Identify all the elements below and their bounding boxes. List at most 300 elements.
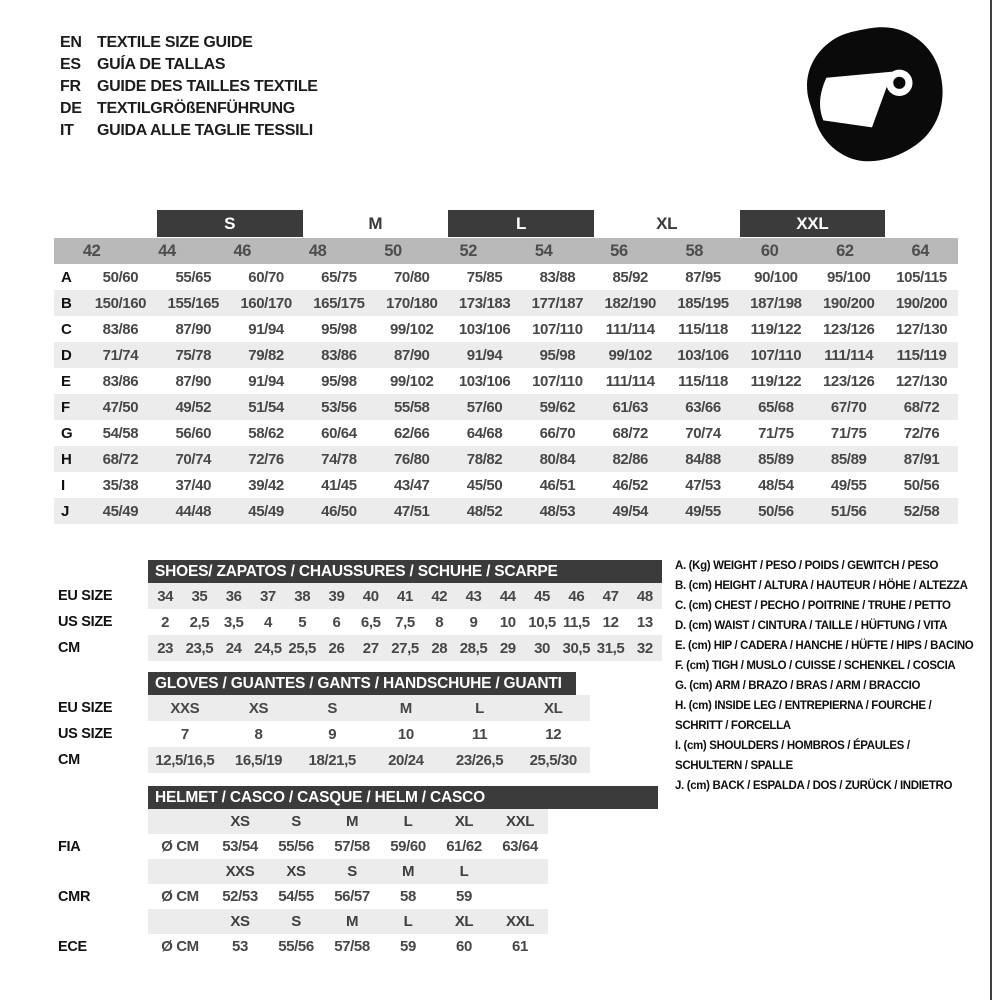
shoes-row: [30, 583, 662, 609]
row-label: E: [61, 372, 72, 390]
size-cell: 42: [431, 587, 448, 605]
size-cell: 24,5: [254, 639, 282, 657]
size-cell: 59: [400, 938, 416, 955]
size-cell: 59/62: [539, 398, 576, 416]
size-cell: 55/58: [393, 398, 430, 416]
size-cell: 65/75: [321, 268, 357, 286]
size-cell: 105/115: [896, 268, 947, 286]
size-cell: 91/94: [248, 372, 284, 390]
size-cell: 72/76: [903, 424, 940, 442]
size-group-xl: XL: [656, 213, 678, 233]
helmet-size-header-row: [30, 809, 658, 834]
size-group-header-row: [54, 210, 958, 237]
size-cell: 182/190: [604, 294, 656, 312]
legend-item: A. (Kg) WEIGHT / PESO / POIDS / GEWITCH / PESO: [675, 560, 939, 572]
size-cell: 8: [254, 725, 263, 743]
size-column-header: 46: [233, 241, 252, 260]
size-cell: 91/94: [466, 346, 503, 364]
size-cell: 103/106: [458, 320, 511, 338]
size-cell: 57/58: [334, 838, 370, 855]
size-number-band: [54, 238, 958, 264]
size-cell: 20/24: [388, 751, 424, 769]
size-group-l: L: [448, 210, 594, 237]
size-cell: 115/118: [678, 320, 728, 338]
language-code: EN: [60, 34, 82, 51]
size-cell: 187/198: [750, 294, 802, 312]
size-cell: 83/86: [321, 346, 357, 364]
size-cell: 68/72: [612, 424, 648, 442]
size-cell: 11,5: [562, 613, 590, 631]
helmet-sections: [30, 809, 658, 959]
size-cell: 48: [636, 587, 653, 605]
size-cell: 52/58: [903, 502, 940, 520]
size-cell: 60: [456, 938, 472, 955]
size-cell: 53/56: [321, 398, 357, 416]
size-cell: 170/180: [386, 294, 438, 312]
size-cell: 37: [259, 587, 276, 605]
size-cell: 49/55: [685, 502, 721, 520]
title-language-row: [60, 120, 318, 142]
size-cell: 50/56: [903, 476, 940, 494]
size-cell: 44: [499, 587, 516, 605]
row-label: H: [61, 450, 72, 468]
size-cell: 76/80: [393, 450, 430, 468]
size-cell: 71/75: [830, 424, 867, 442]
shoes-table-title: SHOES/ ZAPATOS / CHAUSSURES / SCHUHE / SCARPE: [148, 560, 662, 583]
guide-title: TEXTILE SIZE GUIDE: [97, 34, 253, 51]
size-cell: 71/75: [758, 424, 794, 442]
size-cell: 2,5: [189, 613, 210, 631]
size-cell: 84/88: [685, 450, 721, 468]
size-cell: 61/62: [446, 838, 482, 855]
title-language-row: [60, 54, 318, 76]
size-cell: 190/200: [822, 294, 875, 312]
helmet-cert-row: [30, 884, 658, 909]
size-header: XS: [230, 913, 250, 930]
size-cell: 45/49: [102, 502, 139, 520]
size-cell: 95/98: [321, 320, 357, 338]
row-label: CM: [58, 640, 80, 656]
legend-item: G. (cm) ARM / BRAZO / BRAS / ARM / BRACCIO: [675, 680, 921, 692]
size-column-header: 64: [911, 241, 930, 260]
size-cell: L: [475, 699, 484, 717]
size-cell: 49/54: [612, 502, 648, 520]
size-cell: 123/126: [822, 320, 875, 338]
size-cell: 23: [157, 639, 174, 657]
language-code: ES: [60, 56, 81, 73]
title-language-row: [60, 32, 318, 54]
size-cell: 190/200: [895, 294, 948, 312]
size-header: M: [345, 813, 359, 830]
page-right-border: [990, 0, 992, 1000]
size-cell: 45/49: [248, 502, 284, 520]
size-group-m: M: [368, 213, 383, 233]
shoes-row: [30, 609, 662, 635]
size-header: XS: [230, 813, 250, 830]
size-cell: 34: [157, 587, 174, 605]
helmet-icon: [798, 20, 950, 172]
language-code: FR: [60, 78, 81, 95]
size-cell: 52/53: [222, 888, 258, 905]
row-label: CM: [58, 752, 80, 768]
size-header: [492, 859, 548, 884]
size-group-xxl: XXL: [740, 210, 886, 237]
size-cell: 68/72: [903, 398, 940, 416]
title-language-list: [60, 32, 318, 142]
guide-title: GUÍA DE TALLAS: [97, 56, 226, 73]
shoes-size-table: [30, 560, 662, 661]
size-cell: 90/100: [754, 268, 798, 286]
size-cell: 78/82: [466, 450, 503, 468]
size-cell: 13: [636, 613, 653, 631]
table-row: [54, 420, 958, 446]
size-cell: 47/50: [102, 398, 139, 416]
size-cell: 91/94: [248, 320, 284, 338]
size-header: XL: [454, 913, 474, 930]
size-cell: M: [399, 699, 412, 717]
helmet-table-title: HELMET / CASCO / CASQUE / HELM / CASCO: [148, 786, 658, 809]
size-cell: 83/86: [102, 372, 139, 390]
size-cell: 127/130: [895, 320, 948, 338]
size-column-header: 60: [760, 241, 779, 260]
size-cell: 95/98: [321, 372, 357, 390]
size-cell: 59/60: [390, 838, 426, 855]
size-cell: 95/100: [826, 268, 871, 286]
size-cell: 87/91: [903, 450, 940, 468]
size-header: M: [345, 913, 359, 930]
size-cell: 62/66: [393, 424, 430, 442]
size-cell: 119/122: [750, 320, 802, 338]
table-row: [54, 316, 958, 342]
size-cell: 32: [636, 639, 653, 657]
size-cell: 83/88: [539, 268, 576, 286]
row-label: EU SIZE: [58, 588, 113, 604]
size-cell: 7,5: [395, 613, 415, 631]
size-cell: 57/58: [334, 938, 370, 955]
size-cell: 47/51: [393, 502, 430, 520]
size-cell: 107/110: [532, 320, 583, 338]
diameter-unit: Ø CM: [161, 888, 199, 905]
legend-item: F. (cm) TIGH / MUSLO / CUISSE / SCHENKEL / COSCIA: [675, 660, 956, 672]
size-cell: XS: [248, 699, 269, 717]
size-cell: XL: [544, 699, 563, 717]
row-label: F: [61, 398, 71, 416]
gloves-row: [30, 695, 590, 721]
row-label: J: [61, 502, 70, 520]
legend-item: I. (cm) SHOULDERS / HOMBROS / ÉPAULES / SCHULTERN / SPALLE: [675, 740, 910, 772]
size-cell: 53/54: [222, 838, 258, 855]
size-cell: 50/56: [758, 502, 794, 520]
size-cell: 30,5: [562, 639, 591, 657]
size-column-header: 44: [158, 241, 176, 260]
size-cell: 41: [397, 587, 413, 605]
legend-item: H. (cm) INSIDE LEG / ENTREPIERNA / FOURCHE / SCHRITT / FORCELLA: [675, 700, 932, 732]
size-cell: 49/52: [175, 398, 212, 416]
helmet-size-table: [30, 786, 658, 959]
table-row: [54, 368, 958, 394]
certification-label: CMR: [58, 888, 91, 905]
table-row: [54, 342, 958, 368]
size-cell: 111/114: [605, 372, 655, 390]
size-cell: 67/70: [830, 398, 867, 416]
certification-label: ECE: [58, 938, 87, 955]
size-cell: 4: [263, 613, 272, 631]
size-cell: 38: [294, 587, 311, 605]
size-cell: 54/58: [102, 424, 139, 442]
gloves-table-title: GLOVES / GUANTES / GANTS / HANDSCHUHE / GUANTI: [148, 672, 576, 695]
size-cell: 70/74: [175, 450, 212, 468]
size-cell: 39: [328, 587, 345, 605]
size-cell: 99/102: [389, 372, 434, 390]
size-cell: 26: [328, 639, 345, 657]
size-cell: 155/165: [167, 294, 219, 312]
size-cell: 160/170: [240, 294, 292, 312]
guide-title: TEXTILGRÖßENFÜHRUNG: [97, 100, 295, 117]
size-cell: 12: [545, 725, 562, 743]
size-header: L: [403, 813, 413, 830]
row-label: A: [61, 268, 72, 286]
row-label: G: [61, 424, 73, 442]
size-cell: 63/64: [502, 838, 538, 855]
size-cell: 43/47: [393, 476, 430, 494]
size-cell: 2: [161, 613, 170, 631]
size-cell: 24: [225, 639, 242, 657]
size-cell: 51/56: [830, 502, 867, 520]
size-cell: 70/74: [685, 424, 721, 442]
size-cell: 35: [191, 587, 208, 605]
legend-item: B. (cm) HEIGHT / ALTURA / HAUTEUR / HÖHE / ALTEZZA: [675, 580, 968, 592]
size-cell: 177/187: [531, 294, 584, 312]
size-header: XS: [286, 863, 306, 880]
size-column-header: 50: [384, 241, 402, 260]
size-cell: 115/118: [678, 372, 728, 390]
size-cell: 48/54: [758, 476, 794, 494]
legend-item: D. (cm) WAIST / CINTURA / TAILLE / HÜFTUNG / VITA: [675, 620, 948, 632]
size-cell: 49/55: [830, 476, 867, 494]
row-label: US SIZE: [58, 614, 113, 630]
size-column-header: 48: [308, 241, 327, 260]
size-cell: 47/53: [685, 476, 721, 494]
size-column-header: 42: [82, 241, 101, 260]
legend-item: J. (cm) BACK / ESPALDA / DOS / ZURÜCK / INDIETRO: [675, 780, 953, 792]
size-header: M: [401, 863, 415, 880]
size-cell: 85/92: [612, 268, 648, 286]
size-cell: 55/56: [278, 938, 314, 955]
size-cell: 87/90: [175, 372, 212, 390]
main-size-table: [54, 210, 958, 524]
size-cell: 40: [362, 587, 379, 605]
size-header: S: [347, 863, 357, 880]
size-cell: 107/110: [750, 346, 802, 364]
table-row: [54, 264, 958, 290]
size-cell: 59: [456, 888, 472, 905]
size-cell: 23/26,5: [455, 751, 504, 769]
measurement-rows: [54, 264, 958, 524]
size-header: S: [291, 813, 301, 830]
size-cell: 54/55: [278, 888, 314, 905]
table-row: [54, 472, 958, 498]
size-cell: 72/76: [248, 450, 284, 468]
size-column-header: 56: [610, 241, 628, 260]
size-cell: 66/70: [539, 424, 576, 442]
size-header: XXS: [225, 863, 255, 880]
size-cell: 115/119: [896, 346, 947, 364]
size-cell: 46/52: [612, 476, 648, 494]
size-cell: 85/89: [758, 450, 794, 468]
size-cell: 99/102: [608, 346, 652, 364]
size-cell: 6: [332, 613, 341, 631]
size-cell: 10: [499, 613, 516, 631]
size-cell: [492, 884, 548, 909]
size-column-header: 62: [836, 241, 854, 260]
size-cell: 63/66: [685, 398, 721, 416]
size-cell: 87/95: [685, 268, 721, 286]
size-cell: 103/106: [458, 372, 511, 390]
size-cell: 46/51: [539, 476, 576, 494]
gloves-row: [30, 721, 590, 747]
size-cell: 28,5: [459, 639, 488, 657]
diameter-unit: Ø CM: [161, 838, 199, 855]
size-header: XXL: [506, 813, 534, 830]
size-cell: 61: [512, 938, 528, 955]
size-cell: 55/65: [175, 268, 212, 286]
size-header: XXL: [506, 913, 534, 930]
size-cell: XXS: [170, 699, 200, 717]
size-cell: 127/130: [895, 372, 948, 390]
size-cell: 39/42: [248, 476, 284, 494]
size-cell: S: [327, 699, 337, 717]
gloves-row: [30, 747, 590, 773]
size-column-header: 52: [459, 241, 478, 260]
size-cell: 44/48: [175, 502, 212, 520]
size-cell: 58: [400, 888, 416, 905]
size-cell: 103/106: [677, 346, 729, 364]
size-cell: 57/60: [466, 398, 503, 416]
language-code: IT: [60, 122, 74, 139]
size-cell: 30: [534, 639, 550, 657]
size-header: L: [459, 863, 469, 880]
size-cell: 6,5: [360, 613, 381, 631]
helmet-size-header-row: [30, 859, 658, 884]
size-cell: 46/50: [321, 502, 357, 520]
title-language-row: [60, 98, 318, 120]
size-cell: 119/122: [750, 372, 802, 390]
size-cell: 150/160: [94, 294, 147, 312]
size-cell: 61/63: [612, 398, 648, 416]
size-cell: 95/98: [539, 346, 576, 364]
size-cell: 71/74: [102, 346, 139, 364]
title-language-row: [60, 76, 318, 98]
size-cell: 185/195: [677, 294, 729, 312]
size-cell: 5: [298, 613, 307, 631]
legend-item: E. (cm) HIP / CADERA / HANCHE / HÜFTE / HIPS / BACINO: [675, 640, 974, 652]
size-cell: 79/82: [248, 346, 284, 364]
size-cell: 28: [431, 639, 448, 657]
size-cell: 165/175: [313, 294, 365, 312]
size-cell: 87/90: [393, 346, 430, 364]
size-cell: 3,5: [223, 613, 244, 631]
size-cell: 55/56: [278, 838, 314, 855]
row-label: B: [61, 294, 72, 312]
size-cell: 82/86: [612, 450, 648, 468]
table-row: [54, 394, 958, 420]
size-cell: 107/110: [532, 372, 583, 390]
size-cell: 35/38: [102, 476, 139, 494]
size-cell: 37/40: [175, 476, 212, 494]
table-row: [54, 446, 958, 472]
size-cell: 12,5/16,5: [155, 751, 215, 769]
size-cell: 23,5: [185, 639, 214, 657]
size-cell: 56/57: [334, 888, 370, 905]
size-cell: 64/68: [466, 424, 503, 442]
row-label: C: [61, 320, 72, 338]
helmet-size-header-row: [30, 909, 658, 934]
row-label: D: [61, 346, 72, 364]
size-cell: 53: [232, 938, 248, 955]
row-label: US SIZE: [58, 726, 113, 742]
size-cell: 25,5: [288, 639, 316, 657]
size-cell: 41/45: [321, 476, 357, 494]
size-group-s: S: [157, 210, 303, 237]
size-cell: 29: [499, 639, 516, 657]
size-cell: 46: [568, 587, 585, 605]
size-cell: 11: [471, 725, 488, 743]
guide-title: GUIDA ALLE TAGLIE TESSILI: [97, 122, 313, 139]
size-cell: 43: [465, 587, 482, 605]
size-cell: 10,5: [528, 613, 556, 631]
shoes-rows: [30, 583, 662, 661]
table-row: [54, 498, 958, 524]
size-cell: 123/126: [822, 372, 875, 390]
size-cell: 48/53: [539, 502, 576, 520]
size-cell: 111/114: [605, 320, 655, 338]
size-cell: 56/60: [175, 424, 212, 442]
size-cell: 12: [602, 613, 619, 631]
row-label: I: [61, 476, 66, 494]
size-cell: 65/68: [758, 398, 794, 416]
legend-item: C. (cm) CHEST / PECHO / POITRINE / TRUHE / PETTO: [675, 600, 951, 612]
size-header: L: [403, 913, 413, 930]
gloves-rows: [30, 695, 590, 773]
size-cell: 111/114: [824, 346, 874, 364]
size-cell: 83/86: [102, 320, 139, 338]
measurement-legend: [675, 556, 977, 796]
size-cell: 75/85: [466, 268, 503, 286]
size-cell: 70/80: [393, 268, 430, 286]
shoes-row: [30, 635, 662, 661]
size-cell: 25,5/30: [529, 751, 577, 769]
size-cell: 48/52: [466, 502, 503, 520]
helmet-cert-row: [30, 834, 658, 859]
size-cell: 85/89: [830, 450, 867, 468]
size-header: S: [291, 913, 301, 930]
size-cell: 16,5/19: [234, 751, 283, 769]
size-column-header: 58: [685, 241, 704, 260]
size-cell: 9: [469, 613, 478, 631]
size-cell: 45/50: [466, 476, 503, 494]
certification-label: FIA: [58, 838, 81, 855]
size-cell: 27: [362, 639, 379, 657]
table-row: [54, 290, 958, 316]
guide-title: GUIDE DES TAILLES TEXTILE: [97, 78, 318, 95]
size-cell: 36: [225, 587, 242, 605]
size-cell: 74/78: [321, 450, 357, 468]
size-cell: 50/60: [102, 268, 139, 286]
size-cell: 75/78: [175, 346, 212, 364]
size-cell: 99/102: [389, 320, 434, 338]
size-cell: 60/70: [248, 268, 284, 286]
size-cell: 9: [328, 725, 337, 743]
